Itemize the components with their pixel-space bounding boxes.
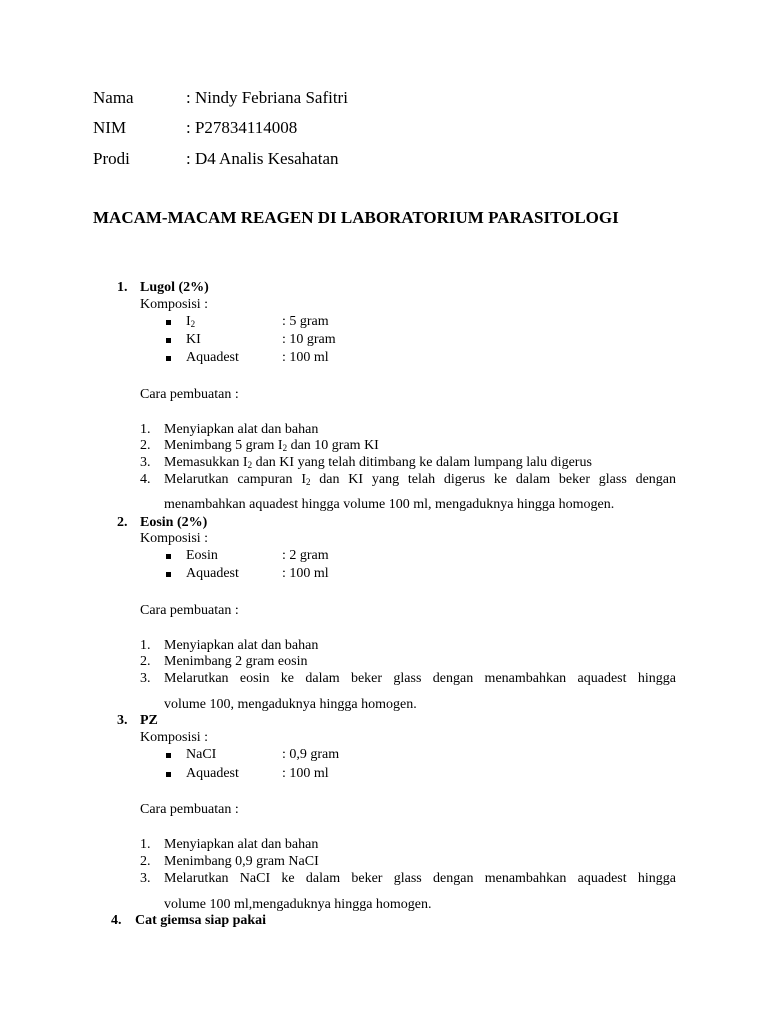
document-title: MACAM-MACAM REAGEN DI LABORATORIUM PARASITOLOGI — [93, 208, 619, 227]
step-text-continuation: menambahkan aquadest hingga volume 100 ml, mengaduknya hingga homogen. — [164, 497, 615, 512]
composition-name: Aquadest — [186, 350, 239, 365]
step-number: 3. — [140, 871, 151, 886]
step-number: 3. — [140, 455, 151, 470]
step-text: Menimbang 0,9 gram NaCI — [164, 854, 319, 869]
composition-amount: : 0,9 gram — [282, 747, 340, 762]
composition-amount: : 100 ml — [282, 566, 329, 581]
composition-amount: : 2 gram — [282, 548, 329, 563]
composition-name: Aquadest — [186, 566, 239, 581]
section-name: PZ — [140, 713, 158, 728]
step-text: Menimbang 2 gram eosin — [164, 654, 308, 669]
step-number: 1. — [140, 638, 151, 653]
step-text: Menyiapkan alat dan bahan — [164, 837, 319, 852]
step-number: 3. — [140, 671, 151, 686]
composition-name: Eosin — [186, 548, 218, 563]
bullet-icon — [166, 572, 171, 577]
bullet-icon — [166, 753, 171, 758]
nim-value: : P27834114008 — [186, 118, 298, 137]
composition-amount: : 100 ml — [282, 350, 329, 365]
prodi-value: : D4 Analis Kesahatan — [186, 149, 339, 168]
komposisi-label: Komposisi : — [140, 531, 209, 546]
composition-name: Aquadest — [186, 766, 239, 781]
section-number: 3. — [117, 713, 128, 728]
section-name: Eosin (2%) — [140, 515, 208, 530]
step-number: 1. — [140, 837, 151, 852]
section-name: Lugol (2%) — [140, 280, 209, 295]
composition-name: KI — [186, 332, 201, 347]
bullet-icon — [166, 554, 171, 559]
section-number: 1. — [117, 280, 128, 295]
cara-pembuatan-label: Cara pembuatan : — [140, 387, 239, 402]
section-number: 2. — [117, 515, 128, 530]
step-text: Melarutkan NaCI ke dalam beker glass dengan menambahkan aquadest hingga — [164, 871, 676, 886]
bullet-icon — [166, 338, 171, 343]
composition-amount: : 100 ml — [282, 766, 329, 781]
step-text: Melarutkan eosin ke dalam beker glass dengan menambahkan aquadest hingga — [164, 671, 676, 686]
bullet-icon — [166, 356, 171, 361]
section-number: 4. — [111, 913, 122, 928]
step-number: 1. — [140, 422, 151, 437]
step-text: Menyiapkan alat dan bahan — [164, 422, 319, 437]
step-number: 2. — [140, 854, 151, 869]
section-name: Cat giemsa siap pakai — [135, 913, 267, 928]
cara-pembuatan-label: Cara pembuatan : — [140, 603, 239, 618]
bullet-icon — [166, 772, 171, 777]
step-text: Melarutkan campuran $I_2$ dan KI yang telah digerus ke dalam beker glass dengan — [164, 472, 676, 487]
nim-label: NIM — [93, 118, 127, 137]
prodi-label: Prodi — [93, 149, 130, 168]
step-text: Menimbang 5 gram $I_2$ dan 10 gram KI — [164, 438, 379, 453]
step-number: 2. — [140, 438, 151, 453]
step-number: 4. — [140, 472, 151, 487]
nama-value: : Nindy Febriana Safitri — [186, 88, 348, 107]
step-text: Menyiapkan alat dan bahan — [164, 638, 319, 653]
komposisi-label: Komposisi : — [140, 297, 209, 312]
komposisi-label: Komposisi : — [140, 730, 209, 745]
composition-amount: : 5 gram — [282, 314, 329, 329]
step-number: 2. — [140, 654, 151, 669]
composition-name: $I_2$ — [186, 314, 196, 329]
composition-name: NaCI — [186, 747, 217, 762]
composition-amount: : 10 gram — [282, 332, 336, 347]
step-text: Memasukkan $I_2$ dan KI yang telah ditimbang ke dalam lumpang lalu digerus — [164, 455, 592, 470]
cara-pembuatan-label: Cara pembuatan : — [140, 802, 239, 817]
step-text-continuation: volume 100 ml,mengaduknya hingga homogen. — [164, 897, 432, 912]
step-text-continuation: volume 100, mengaduknya hingga homogen. — [164, 697, 417, 712]
nama-label: Nama — [93, 88, 134, 107]
bullet-icon — [166, 320, 171, 325]
